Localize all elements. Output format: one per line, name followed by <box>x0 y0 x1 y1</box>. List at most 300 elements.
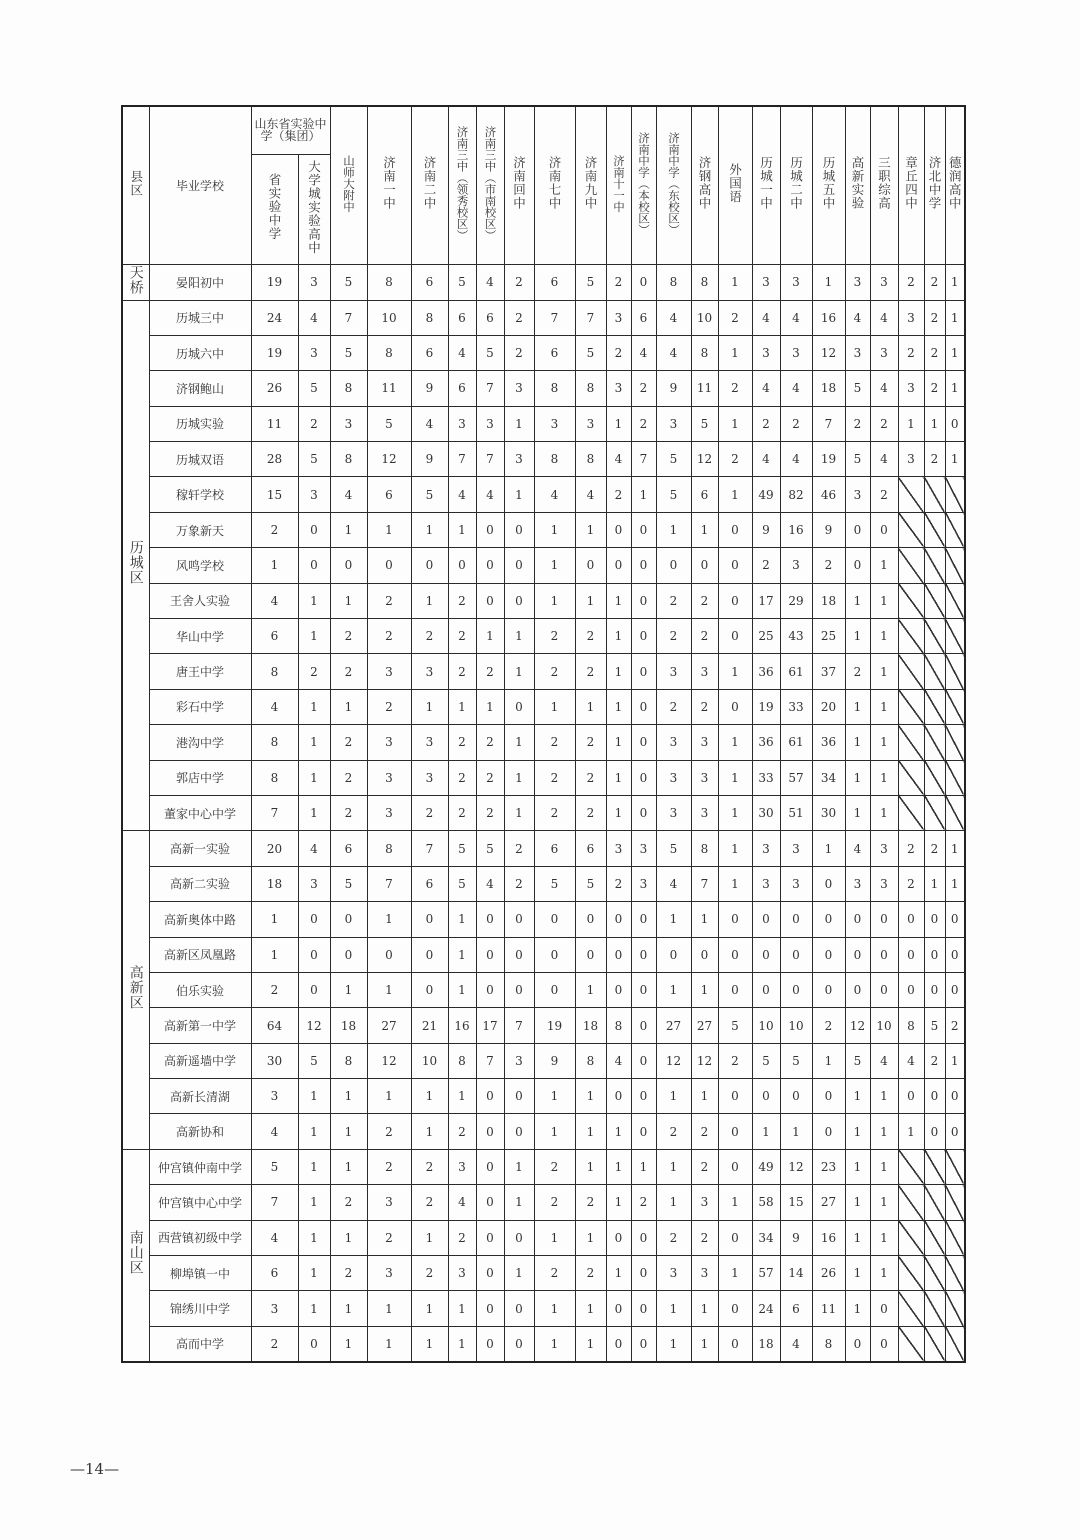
table-row <box>122 972 965 1007</box>
quota-cell: 3 <box>631 831 656 866</box>
quota-cell: 1 <box>298 1291 330 1326</box>
not-applicable-cell <box>898 654 924 689</box>
school-name-cell: 高新区凤凰路 <box>149 937 251 972</box>
quota-cell: 0 <box>298 512 330 547</box>
quota-cell: 1 <box>718 654 752 689</box>
quota-cell: 1 <box>845 725 870 760</box>
quota-cell: 37 <box>812 654 845 689</box>
quota-cell: 1 <box>845 1291 870 1326</box>
not-applicable-cell <box>924 760 945 795</box>
quota-cell: 1 <box>330 583 367 618</box>
quota-cell: 2 <box>330 760 367 795</box>
quota-cell: 2 <box>924 831 945 866</box>
quota-cell: 1 <box>534 689 575 724</box>
quota-cell: 8 <box>448 1043 476 1078</box>
quota-cell: 30 <box>812 795 845 830</box>
quota-cell: 2 <box>504 866 534 901</box>
not-applicable-cell <box>945 654 965 689</box>
header-column-label: 历城二中 <box>788 156 804 211</box>
quota-cell: 9 <box>752 512 780 547</box>
quota-cell: 0 <box>476 1149 504 1184</box>
quota-cell: 1 <box>534 1291 575 1326</box>
quota-cell: 19 <box>534 1008 575 1043</box>
quota-cell: 3 <box>691 654 718 689</box>
table-row <box>122 1326 965 1361</box>
quota-cell: 3 <box>606 300 631 335</box>
quota-cell: 4 <box>298 300 330 335</box>
quota-cell: 0 <box>367 548 411 583</box>
quota-cell: 2 <box>718 442 752 477</box>
quota-cell: 2 <box>534 1149 575 1184</box>
quota-cell: 0 <box>718 548 752 583</box>
quota-cell: 1 <box>718 795 752 830</box>
quota-cell: 46 <box>812 477 845 512</box>
quota-cell: 4 <box>870 300 898 335</box>
quota-cell: 3 <box>298 264 330 300</box>
quota-cell: 2 <box>656 1220 691 1255</box>
header-column-label: 济钢高中 <box>697 156 712 211</box>
quota-cell: 2 <box>448 654 476 689</box>
quota-cell: 8 <box>575 1043 606 1078</box>
quota-cell: 2 <box>870 406 898 441</box>
quota-cell: 1 <box>330 512 367 547</box>
quota-cell: 1 <box>812 1043 845 1078</box>
quota-cell: 12 <box>298 1008 330 1043</box>
table-row <box>122 264 965 300</box>
quota-cell: 0 <box>812 866 845 901</box>
quota-cell: 4 <box>780 300 812 335</box>
quota-cell: 57 <box>780 760 812 795</box>
quota-cell: 0 <box>691 937 718 972</box>
quota-cell: 0 <box>780 902 812 937</box>
quota-cell: 2 <box>898 831 924 866</box>
quota-cell: 2 <box>631 406 656 441</box>
quota-cell: 1 <box>367 1326 411 1361</box>
quota-cell: 2 <box>752 548 780 583</box>
header-column <box>870 106 898 264</box>
quota-cell: 5 <box>575 866 606 901</box>
quota-cell: 4 <box>448 1185 476 1220</box>
not-applicable-cell <box>898 689 924 724</box>
quota-cell: 6 <box>780 1291 812 1326</box>
quota-cell: 1 <box>606 795 631 830</box>
quota-cell: 5 <box>845 371 870 406</box>
quota-cell: 6 <box>251 1256 298 1291</box>
quota-cell: 2 <box>448 760 476 795</box>
quota-cell: 0 <box>411 937 448 972</box>
quota-cell: 3 <box>845 866 870 901</box>
quota-cell: 1 <box>330 689 367 724</box>
header-column-label: 济南七中 <box>547 156 562 211</box>
header-column-label: 济南九中 <box>583 156 598 211</box>
quota-cell: 3 <box>898 371 924 406</box>
quota-cell: 1 <box>606 760 631 795</box>
quota-cell: 10 <box>367 300 411 335</box>
quota-cell: 5 <box>656 477 691 512</box>
quota-cell: 1 <box>718 477 752 512</box>
quota-cell: 0 <box>845 937 870 972</box>
quota-cell: 7 <box>575 300 606 335</box>
quota-cell: 3 <box>780 335 812 370</box>
quota-cell: 8 <box>606 1008 631 1043</box>
quota-cell: 0 <box>945 972 965 1007</box>
quota-cell: 1 <box>251 937 298 972</box>
quota-cell: 34 <box>812 760 845 795</box>
quota-cell: 61 <box>780 725 812 760</box>
quota-cell: 0 <box>476 1220 504 1255</box>
school-name-cell: 郭店中学 <box>149 760 251 795</box>
quota-cell: 0 <box>656 937 691 972</box>
quota-cell: 1 <box>845 1149 870 1184</box>
quota-cell: 1 <box>330 1326 367 1361</box>
quota-cell: 3 <box>780 831 812 866</box>
quota-cell: 8 <box>898 1008 924 1043</box>
quota-cell: 1 <box>298 1149 330 1184</box>
quota-cell: 8 <box>534 371 575 406</box>
quota-cell: 0 <box>575 937 606 972</box>
quota-cell: 3 <box>752 264 780 300</box>
quota-cell: 0 <box>845 512 870 547</box>
quota-cell: 0 <box>945 902 965 937</box>
quota-cell: 1 <box>691 902 718 937</box>
quota-cell: 0 <box>631 1079 656 1114</box>
not-applicable-cell <box>924 654 945 689</box>
quota-cell: 1 <box>752 1114 780 1149</box>
quota-cell: 1 <box>575 972 606 1007</box>
quota-cell: 0 <box>504 972 534 1007</box>
quota-cell: 1 <box>718 831 752 866</box>
quota-cell: 1 <box>298 1079 330 1114</box>
not-applicable-cell <box>898 548 924 583</box>
quota-cell: 1 <box>606 619 631 654</box>
quota-cell: 2 <box>298 406 330 441</box>
quota-cell: 2 <box>898 866 924 901</box>
quota-cell: 4 <box>251 583 298 618</box>
quota-cell: 0 <box>870 1291 898 1326</box>
quota-cell: 0 <box>812 1079 845 1114</box>
quota-cell: 0 <box>845 548 870 583</box>
quota-cell: 1 <box>656 972 691 1007</box>
quota-cell: 1 <box>718 406 752 441</box>
quota-cell: 5 <box>298 1043 330 1078</box>
quota-cell: 4 <box>251 689 298 724</box>
quota-cell: 0 <box>476 512 504 547</box>
quota-cell: 3 <box>606 371 631 406</box>
quota-cell: 4 <box>534 477 575 512</box>
quota-cell: 1 <box>631 477 656 512</box>
quota-cell: 0 <box>870 902 898 937</box>
quota-cell: 1 <box>718 335 752 370</box>
quota-cell: 2 <box>448 1114 476 1149</box>
quota-cell: 1 <box>606 583 631 618</box>
quota-cell: 3 <box>780 866 812 901</box>
quota-cell: 4 <box>752 300 780 335</box>
quota-cell: 2 <box>330 725 367 760</box>
quota-cell: 16 <box>780 512 812 547</box>
quota-cell: 3 <box>870 264 898 300</box>
quota-cell: 1 <box>606 654 631 689</box>
quota-cell: 6 <box>476 300 504 335</box>
table-row <box>122 1114 965 1149</box>
quota-cell: 2 <box>924 442 945 477</box>
quota-cell: 0 <box>945 406 965 441</box>
quota-cell: 4 <box>631 335 656 370</box>
quota-cell: 2 <box>924 300 945 335</box>
quota-cell: 0 <box>631 725 656 760</box>
header-subcolumn-label: 大学城实验高中 <box>306 159 322 255</box>
quota-cell: 1 <box>945 831 965 866</box>
quota-cell: 0 <box>780 1079 812 1114</box>
quota-cell: 1 <box>411 1114 448 1149</box>
quota-cell: 0 <box>924 1114 945 1149</box>
quota-cell: 27 <box>656 1008 691 1043</box>
quota-cell: 17 <box>752 583 780 618</box>
quota-cell: 0 <box>411 902 448 937</box>
quota-cell: 1 <box>845 619 870 654</box>
quota-cell: 11 <box>251 406 298 441</box>
quota-cell: 1 <box>870 1079 898 1114</box>
quota-cell: 0 <box>504 1326 534 1361</box>
quota-cell: 43 <box>780 619 812 654</box>
quota-cell: 1 <box>718 725 752 760</box>
quota-cell: 82 <box>780 477 812 512</box>
quota-cell: 2 <box>476 760 504 795</box>
quota-cell: 3 <box>367 1256 411 1291</box>
quota-cell: 1 <box>870 689 898 724</box>
quota-cell: 0 <box>448 548 476 583</box>
quota-cell: 5 <box>575 264 606 300</box>
quota-cell: 2 <box>898 264 924 300</box>
header-column <box>780 106 812 264</box>
quota-cell: 6 <box>691 477 718 512</box>
quota-cell: 0 <box>575 902 606 937</box>
quota-cell: 5 <box>448 264 476 300</box>
quota-cell: 2 <box>845 654 870 689</box>
quota-cell: 1 <box>870 654 898 689</box>
quota-cell: 0 <box>504 548 534 583</box>
table-row <box>122 1185 965 1220</box>
quota-cell: 2 <box>575 795 606 830</box>
quota-cell: 1 <box>656 512 691 547</box>
quota-cell: 3 <box>534 406 575 441</box>
quota-cell: 7 <box>448 442 476 477</box>
quota-cell: 8 <box>367 831 411 866</box>
not-applicable-cell <box>924 512 945 547</box>
header-column-label: 历城一中 <box>758 156 774 211</box>
quota-cell: 29 <box>780 583 812 618</box>
quota-cell: 1 <box>367 1079 411 1114</box>
not-applicable-cell <box>924 1220 945 1255</box>
quota-cell: 4 <box>780 1326 812 1361</box>
quota-cell: 1 <box>411 689 448 724</box>
not-applicable-cell <box>924 795 945 830</box>
quota-cell: 3 <box>656 760 691 795</box>
header-column-label: 济南三中（领秀校区） <box>455 125 470 241</box>
quota-cell: 2 <box>448 583 476 618</box>
quota-cell: 2 <box>330 795 367 830</box>
quota-cell: 2 <box>251 1326 298 1361</box>
table-row <box>122 689 965 724</box>
not-applicable-cell <box>924 477 945 512</box>
not-applicable-cell <box>945 583 965 618</box>
quota-cell: 0 <box>298 937 330 972</box>
quota-cell: 1 <box>870 725 898 760</box>
quota-cell: 7 <box>476 1043 504 1078</box>
quota-cell: 1 <box>330 1149 367 1184</box>
quota-cell: 1 <box>476 619 504 654</box>
quota-cell: 1 <box>298 1185 330 1220</box>
quota-cell: 2 <box>752 406 780 441</box>
quota-cell: 3 <box>448 1149 476 1184</box>
quota-cell: 7 <box>476 371 504 406</box>
not-applicable-cell <box>924 1185 945 1220</box>
quota-cell: 8 <box>367 335 411 370</box>
header-column-label: 三职综高 <box>876 156 892 211</box>
quota-cell: 3 <box>504 442 534 477</box>
quota-cell: 0 <box>330 937 367 972</box>
table-row <box>122 1291 965 1326</box>
quota-cell: 6 <box>534 831 575 866</box>
quota-cell: 0 <box>691 548 718 583</box>
quota-cell: 1 <box>534 583 575 618</box>
not-applicable-cell <box>898 1326 924 1361</box>
school-name-cell: 仲宫镇仲南中学 <box>149 1149 251 1184</box>
quota-cell: 2 <box>870 477 898 512</box>
quota-cell: 0 <box>476 583 504 618</box>
quota-cell: 1 <box>845 760 870 795</box>
table-row <box>122 1043 965 1078</box>
table-row <box>122 760 965 795</box>
quota-cell: 5 <box>691 406 718 441</box>
quota-cell: 0 <box>476 1079 504 1114</box>
quota-cell: 0 <box>631 1326 656 1361</box>
quota-cell: 0 <box>476 1256 504 1291</box>
quota-cell: 1 <box>575 1114 606 1149</box>
quota-cell: 6 <box>534 335 575 370</box>
quota-cell: 7 <box>812 406 845 441</box>
quota-cell: 6 <box>575 831 606 866</box>
quota-cell: 1 <box>718 264 752 300</box>
quota-cell: 0 <box>476 937 504 972</box>
quota-cell: 2 <box>718 371 752 406</box>
header-column <box>752 106 780 264</box>
table-row <box>122 866 965 901</box>
quota-cell: 0 <box>631 972 656 1007</box>
quota-cell: 0 <box>812 1114 845 1149</box>
quota-cell: 0 <box>631 1220 656 1255</box>
quota-cell: 0 <box>298 972 330 1007</box>
quota-cell: 36 <box>812 725 845 760</box>
quota-cell: 19 <box>812 442 845 477</box>
not-applicable-cell <box>945 619 965 654</box>
quota-cell: 1 <box>534 1326 575 1361</box>
quota-cell: 18 <box>251 866 298 901</box>
table-row <box>122 654 965 689</box>
quota-cell: 2 <box>656 583 691 618</box>
quota-cell: 2 <box>330 1185 367 1220</box>
quota-cell: 2 <box>330 654 367 689</box>
quota-cell: 1 <box>367 972 411 1007</box>
quota-cell: 6 <box>448 300 476 335</box>
quota-cell: 0 <box>631 1291 656 1326</box>
quota-cell: 12 <box>812 335 845 370</box>
quota-cell: 4 <box>411 406 448 441</box>
quota-cell: 3 <box>870 866 898 901</box>
quota-cell: 1 <box>945 442 965 477</box>
quota-cell: 1 <box>870 619 898 654</box>
quota-cell: 3 <box>411 760 448 795</box>
not-applicable-cell <box>945 1149 965 1184</box>
quota-cell: 5 <box>411 477 448 512</box>
quota-cell: 1 <box>656 1079 691 1114</box>
quota-cell: 3 <box>752 866 780 901</box>
quota-cell: 27 <box>812 1185 845 1220</box>
quota-cell: 26 <box>251 371 298 406</box>
quota-cell: 2 <box>534 1256 575 1291</box>
not-applicable-cell <box>898 477 924 512</box>
quota-cell: 61 <box>780 654 812 689</box>
quota-cell: 5 <box>330 264 367 300</box>
quota-cell: 1 <box>606 406 631 441</box>
quota-cell: 4 <box>752 442 780 477</box>
quota-cell: 2 <box>924 371 945 406</box>
quota-cell: 1 <box>411 1291 448 1326</box>
quota-cell: 8 <box>330 371 367 406</box>
quota-cell: 0 <box>631 264 656 300</box>
quota-cell: 2 <box>606 264 631 300</box>
quota-cell: 1 <box>367 512 411 547</box>
quota-cell: 1 <box>691 1326 718 1361</box>
quota-cell: 1 <box>656 1326 691 1361</box>
quota-cell: 18 <box>812 371 845 406</box>
quota-cell: 1 <box>298 689 330 724</box>
quota-cell: 1 <box>251 548 298 583</box>
quota-cell: 0 <box>631 937 656 972</box>
quota-cell: 1 <box>575 1291 606 1326</box>
quota-cell: 1 <box>504 654 534 689</box>
quota-cell: 0 <box>631 583 656 618</box>
header-column-label: 济南二中 <box>422 156 437 211</box>
quota-cell: 19 <box>251 264 298 300</box>
quota-cell: 16 <box>448 1008 476 1043</box>
quota-cell: 0 <box>476 1291 504 1326</box>
quota-cell: 0 <box>812 937 845 972</box>
not-applicable-cell <box>898 1220 924 1255</box>
quota-cell: 0 <box>504 1291 534 1326</box>
quota-cell: 1 <box>411 1326 448 1361</box>
quota-cell: 1 <box>945 300 965 335</box>
quota-cell: 7 <box>504 1008 534 1043</box>
quota-cell: 0 <box>718 512 752 547</box>
quota-cell: 1 <box>870 1114 898 1149</box>
quota-cell: 0 <box>718 972 752 1007</box>
quota-cell: 2 <box>691 1220 718 1255</box>
not-applicable-cell <box>898 1256 924 1291</box>
quota-cell: 18 <box>812 583 845 618</box>
quota-cell: 2 <box>691 619 718 654</box>
table-row <box>122 335 965 370</box>
quota-cell: 33 <box>752 760 780 795</box>
quota-cell: 1 <box>718 760 752 795</box>
quota-cell: 12 <box>780 1149 812 1184</box>
quota-cell: 1 <box>718 866 752 901</box>
quota-cell: 3 <box>448 1256 476 1291</box>
not-applicable-cell <box>945 795 965 830</box>
quota-cell: 3 <box>298 866 330 901</box>
quota-cell: 2 <box>812 1008 845 1043</box>
quota-cell: 49 <box>752 477 780 512</box>
quota-cell: 1 <box>575 512 606 547</box>
